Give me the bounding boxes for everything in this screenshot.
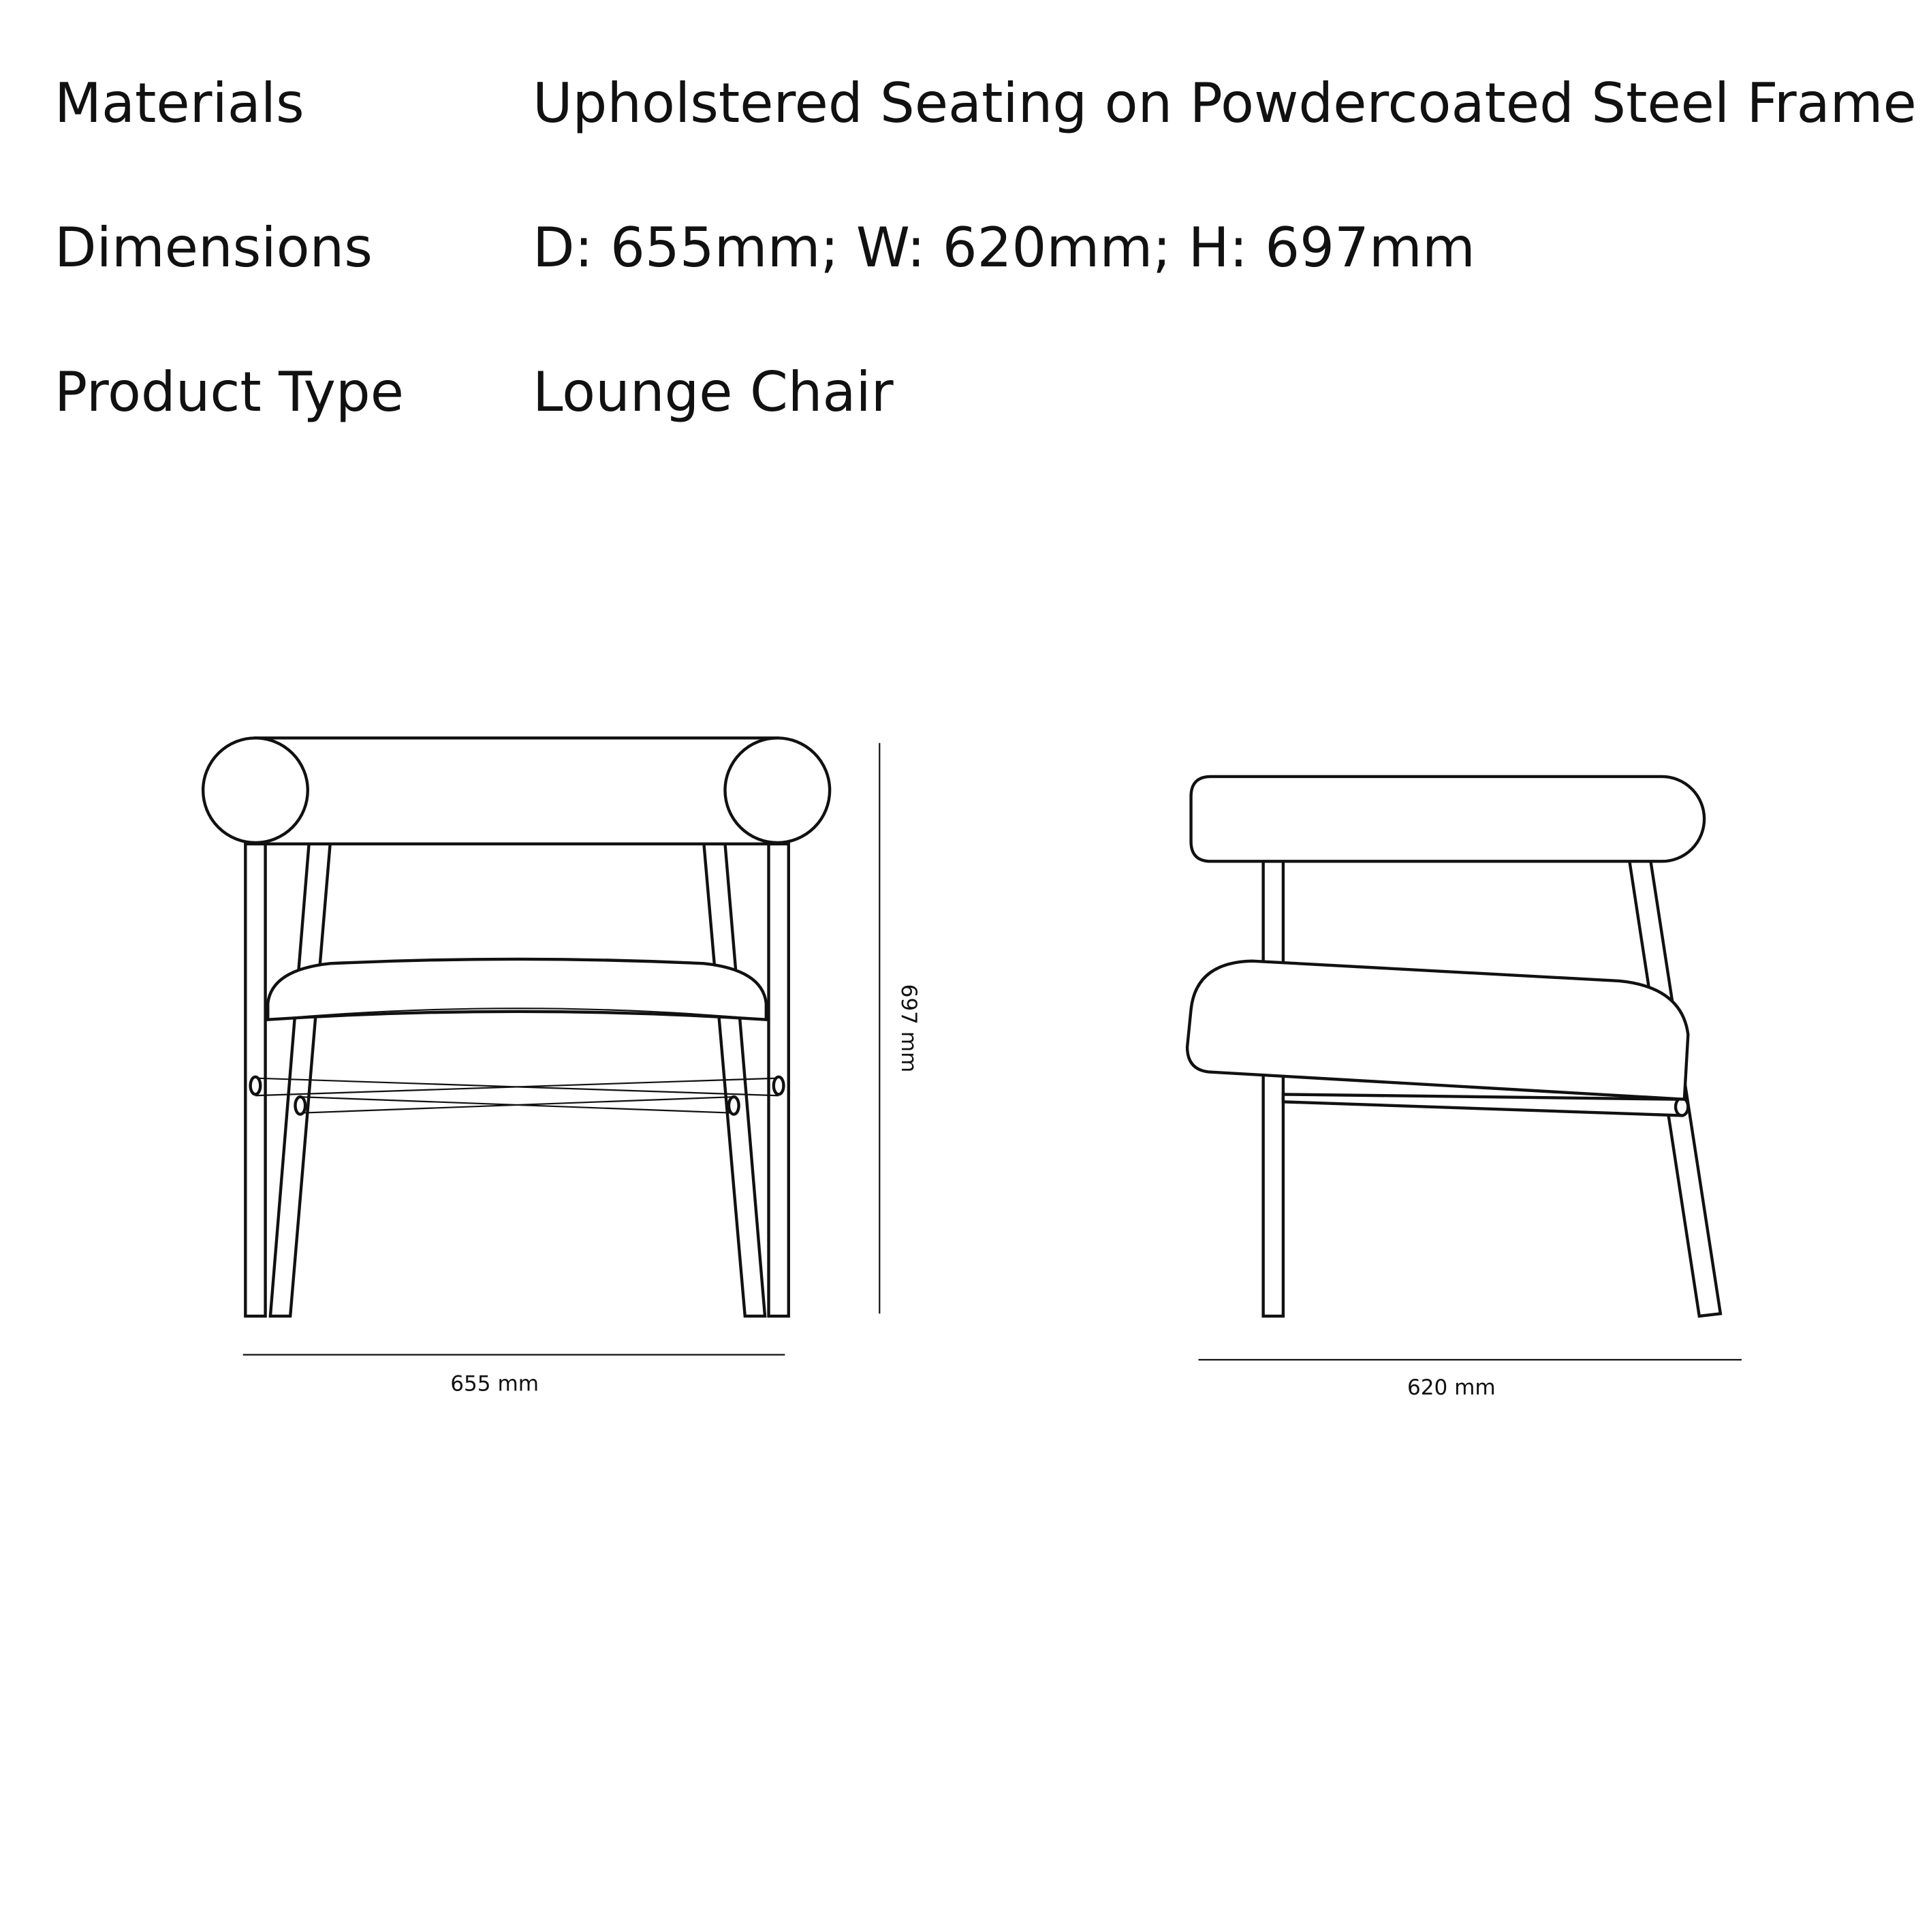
front-seat: [268, 959, 766, 1020]
front-backrest-bar: [255, 738, 777, 843]
front-stretchers: [251, 1077, 784, 1115]
spec-value: D: 655mm; W: 620mm; H: 697mm: [533, 216, 1475, 279]
depth-dimension-label: 655 mm: [450, 1371, 539, 1397]
spec-label: Dimensions: [54, 216, 373, 279]
spec-value: Upholstered Seating on Powdercoated Steel Frame: [533, 72, 1917, 135]
side-back-leg: [1263, 861, 1283, 1316]
width-dimension-label: 620 mm: [1407, 1375, 1496, 1401]
side-backrest: [1191, 777, 1705, 861]
front-backrest-end-left: [203, 738, 308, 843]
front-view: [203, 738, 921, 1396]
spec-label: Materials: [54, 72, 304, 135]
spec-value: Lounge Chair: [533, 360, 894, 424]
height-dimension-label: 697 mm: [896, 984, 922, 1073]
side-stretcher: [1283, 1094, 1682, 1115]
side-view: [1187, 777, 1742, 1400]
front-backrest-end-right: [725, 738, 830, 843]
spec-label: Product Type: [54, 360, 404, 424]
